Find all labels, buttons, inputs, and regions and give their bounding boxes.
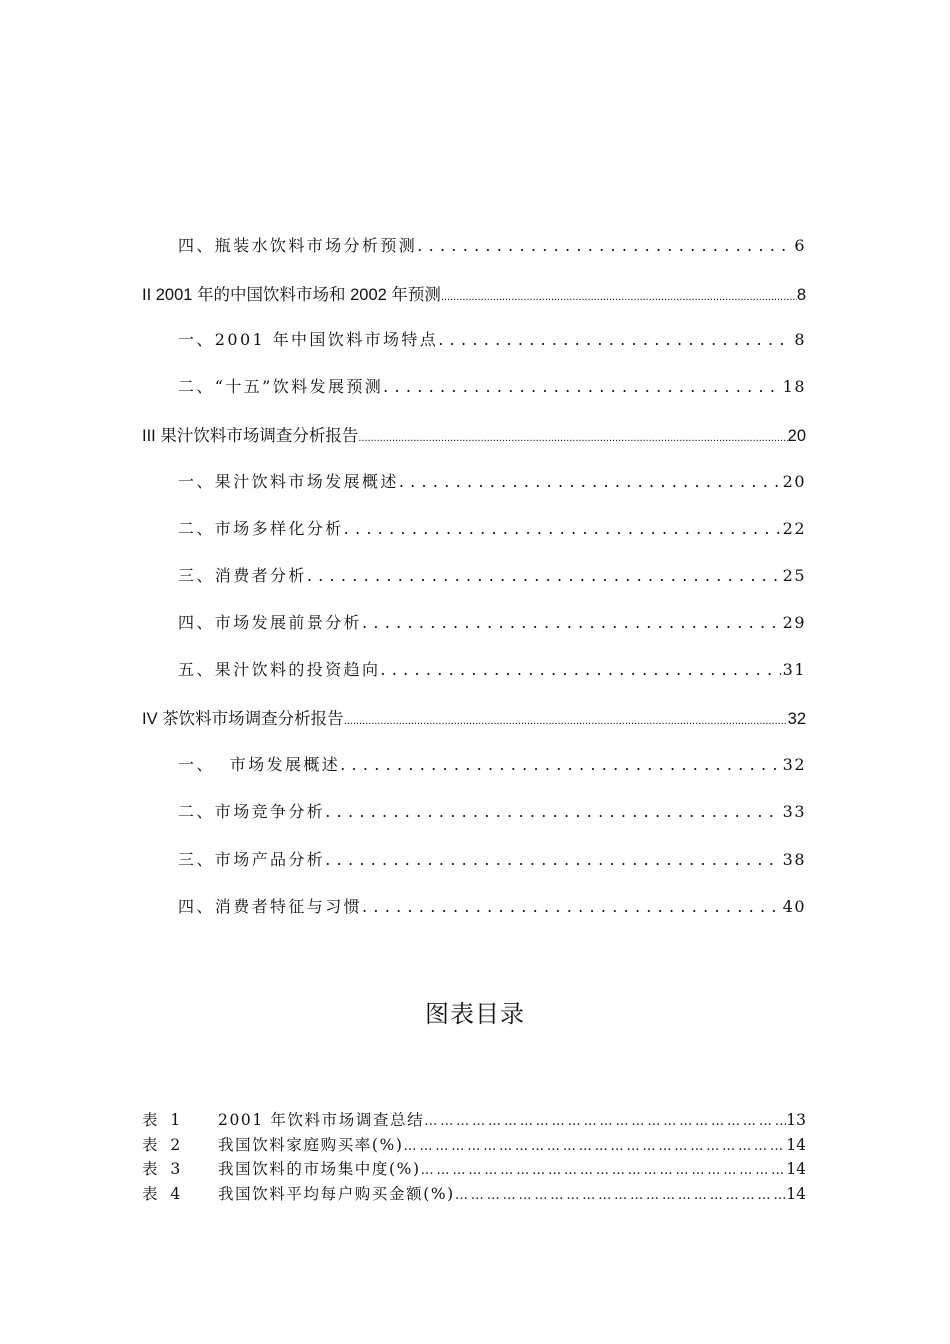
figure-id: 表 3 [142, 1160, 185, 1178]
figure-title: 我国饮料平均每户购买金额(%) [218, 1185, 455, 1203]
figure-entry[interactable] [142, 1157, 806, 1179]
toc-entry[interactable] [178, 374, 806, 397]
figure-page: 14 [786, 1185, 806, 1203]
ellipsis-leader [424, 1114, 786, 1129]
toc-entry-page: 32 [782, 755, 806, 774]
toc-entry-label: 三、市场产品分析 [178, 850, 326, 869]
toc-entry-label: 二、市场多样化分析 [178, 519, 344, 538]
dot-leader [307, 566, 781, 585]
figure-page: 14 [786, 1136, 806, 1154]
figure-entry[interactable] [142, 1108, 806, 1130]
dot-leader [438, 330, 792, 349]
dot-leader [417, 236, 792, 255]
toc-entry-label: 一、2001 年中国饮料市场特点 [178, 330, 439, 349]
toc-entry[interactable] [178, 516, 806, 539]
toc-entry-label: 三、消费者分析 [178, 566, 307, 585]
toc-entry[interactable] [178, 327, 806, 350]
figures-heading: 图表目录 [425, 1000, 525, 1028]
toc-entry[interactable] [178, 610, 806, 633]
toc-entry-page: 8 [794, 330, 806, 349]
toc-entry[interactable] [178, 799, 806, 822]
toc-entry[interactable] [178, 469, 806, 492]
toc-entry-page: 6 [794, 236, 806, 255]
toc-entry[interactable] [178, 233, 806, 256]
toc-entry-label: 二、“十五”饮料发展预测 [178, 377, 384, 396]
toc-entry-page: 29 [782, 613, 806, 632]
toc-entry-label: IV 茶饮料市场调查分析报告 [142, 710, 344, 728]
toc-entry-label: 四、市场发展前景分析 [178, 613, 363, 632]
toc-entry-page: 38 [782, 850, 806, 869]
toc-entry[interactable] [178, 894, 806, 917]
figure-page: 14 [786, 1160, 806, 1178]
figure-entry[interactable] [142, 1133, 806, 1155]
dot-leader [383, 377, 780, 396]
toc-entry-label: 二、市场竞争分析 [178, 802, 326, 821]
toc-entry-page: 22 [782, 519, 806, 538]
figure-entry[interactable] [142, 1182, 806, 1204]
figure-title: 我国饮料家庭购买率(%) [218, 1136, 404, 1154]
figure-page: 13 [786, 1111, 806, 1129]
figure-id: 表 1 [142, 1111, 185, 1129]
ellipsis-leader [421, 1163, 787, 1178]
toc-entry[interactable] [178, 657, 806, 680]
toc-entry-page: 32 [787, 710, 806, 728]
toc-entry[interactable] [178, 752, 806, 775]
toc-entry-label: II 2001 年的中国饮料市场和 2002 年预测 [142, 286, 441, 304]
toc-chapter-entry[interactable] [142, 281, 806, 305]
toc-entry-label: 四、瓶装水饮料市场分析预测 [178, 236, 418, 255]
dot-leader [340, 755, 780, 774]
dot-leader [325, 850, 780, 869]
toc-entry-page: 31 [782, 660, 806, 679]
toc-entry-page: 8 [796, 286, 806, 304]
dot-leader [441, 291, 797, 303]
toc-entry-label: 一、果汁饮料市场发展概述 [178, 472, 399, 491]
toc-chapter-entry[interactable] [142, 705, 806, 729]
dot-leader [358, 432, 787, 444]
figure-title: 2001 年饮料市场调查总结 [218, 1111, 425, 1129]
ellipsis-leader [404, 1139, 787, 1154]
dot-leader [325, 802, 780, 821]
dot-leader [362, 613, 781, 632]
ellipsis-leader [455, 1188, 786, 1203]
figure-title: 我国饮料的市场集中度(%) [218, 1160, 421, 1178]
dot-leader [362, 897, 781, 916]
dot-leader [344, 715, 788, 727]
dot-leader [380, 660, 780, 679]
toc-entry-label: 五、果汁饮料的投资趋向 [178, 660, 381, 679]
toc-entry[interactable] [178, 847, 806, 870]
toc-entry-label: III 果汁饮料市场调查分析报告 [142, 427, 359, 445]
figure-id: 表 4 [142, 1185, 185, 1203]
toc-entry-page: 20 [782, 472, 806, 491]
figure-id: 表 2 [142, 1136, 185, 1154]
toc-entry-label: 四、消费者特征与习惯 [178, 897, 363, 916]
toc-entry[interactable] [178, 563, 806, 586]
toc-entry-label: 一、 市场发展概述 [178, 755, 341, 774]
toc-entry-page: 18 [782, 377, 806, 396]
toc-chapter-entry[interactable] [142, 422, 806, 446]
dot-leader [399, 472, 781, 491]
toc-entry-page: 40 [782, 897, 806, 916]
toc-entry-page: 33 [782, 802, 806, 821]
dot-leader [344, 519, 781, 538]
toc-entry-page: 20 [787, 427, 806, 445]
toc-entry-page: 25 [782, 566, 806, 585]
